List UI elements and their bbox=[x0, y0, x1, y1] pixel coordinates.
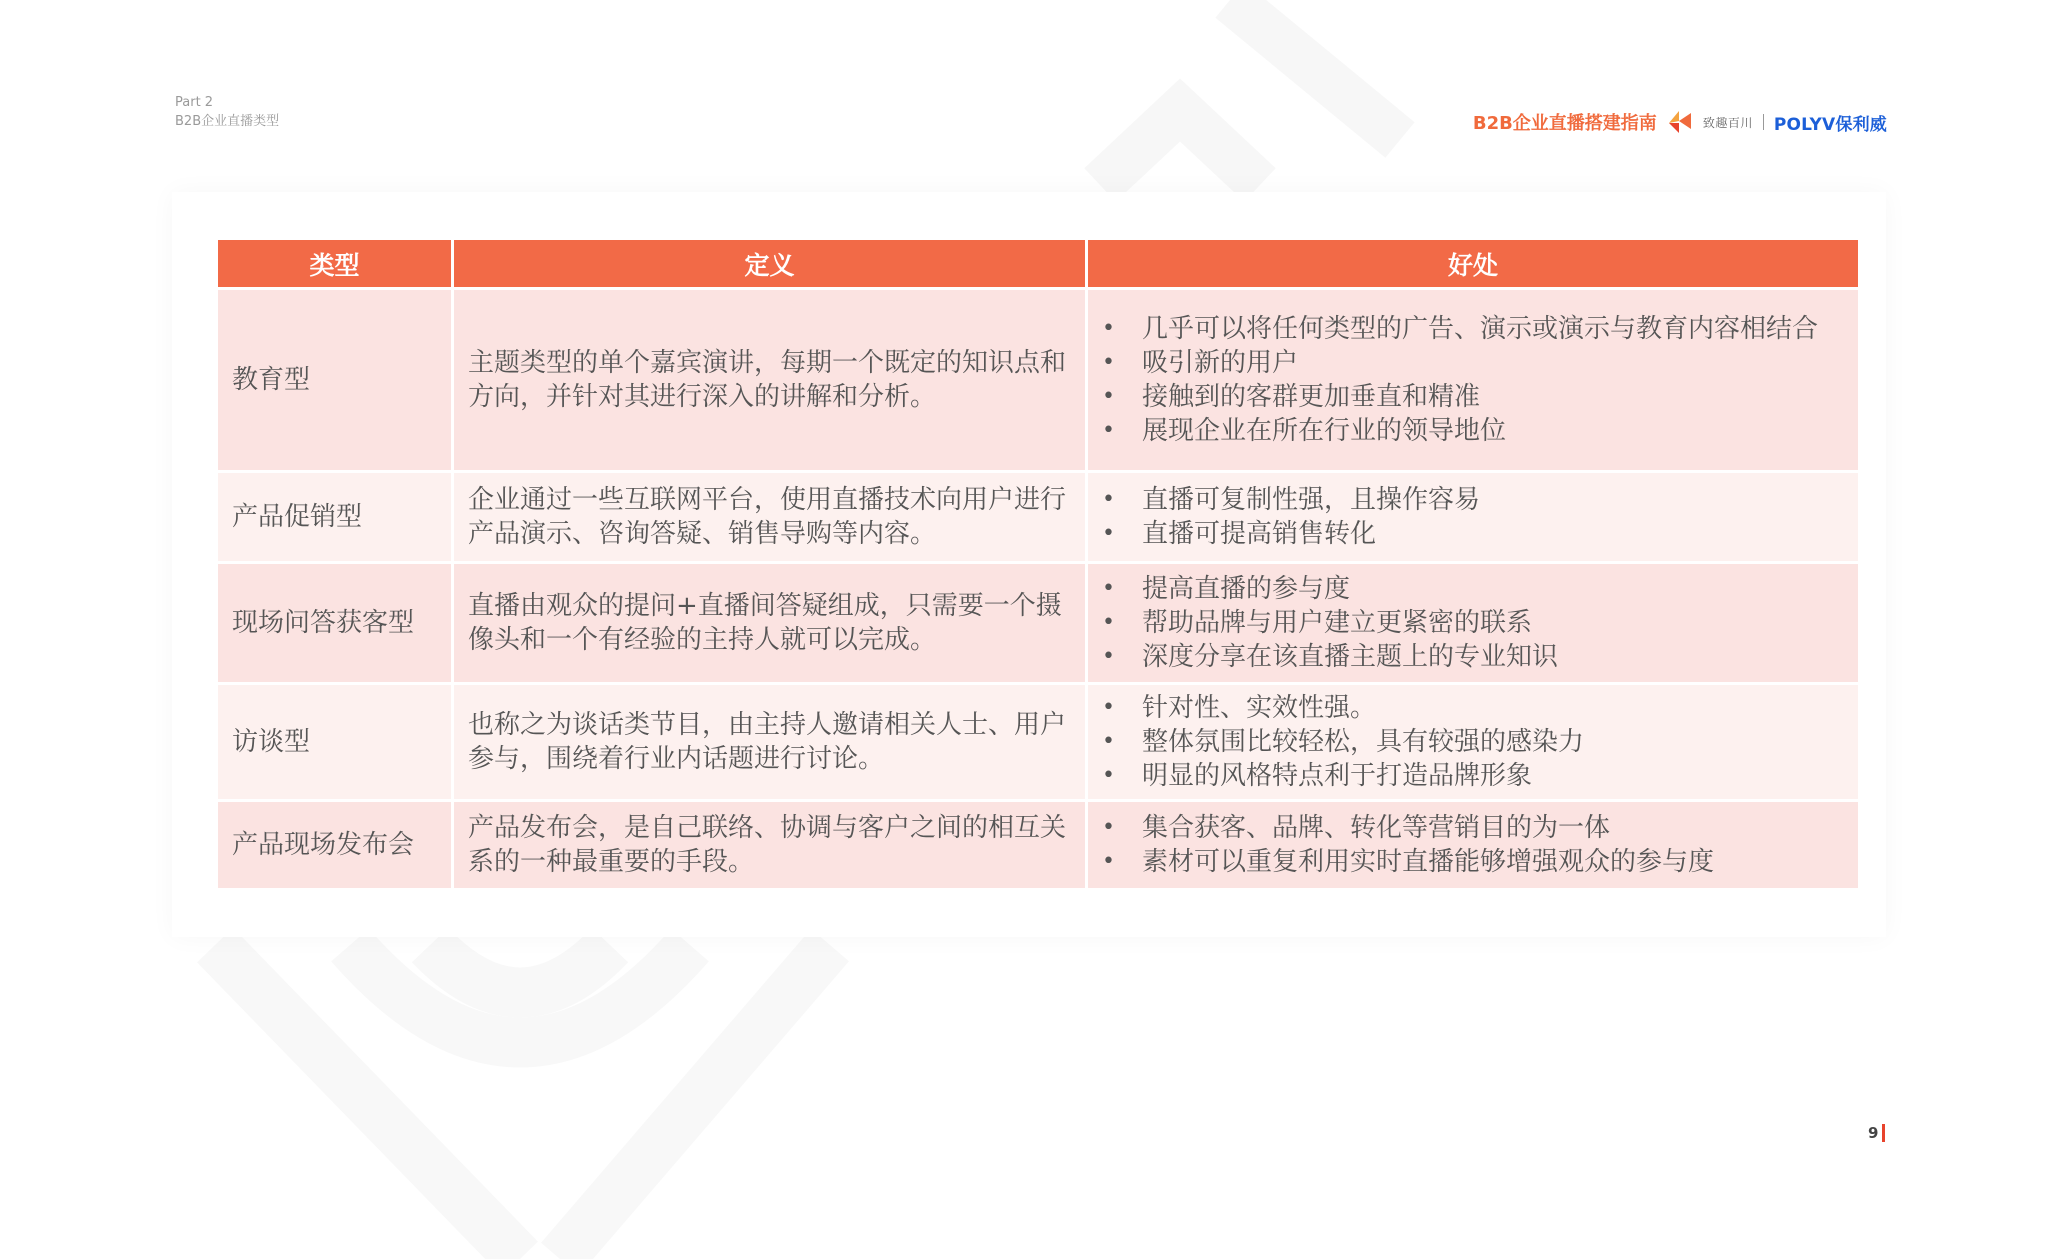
benefit-item: • 几乎可以将任何类型的广告、演示或演示与教育内容相结合 bbox=[1128, 312, 1844, 346]
live-stream-types-table bbox=[215, 237, 1861, 891]
benefit-item: • 接触到的客群更加垂直和精准 bbox=[1128, 380, 1844, 414]
guide-title: B2B企业直播搭建指南 bbox=[1472, 113, 1657, 134]
benefit-item: • 素材可以重复利用实时直播能够增强观众的参与度 bbox=[1128, 845, 1844, 879]
benefits-cell bbox=[1088, 290, 1858, 470]
table-row bbox=[218, 473, 1858, 561]
benefits-list bbox=[1102, 691, 1844, 793]
column-header-definition: 定义 bbox=[454, 240, 1085, 287]
benefits-list bbox=[1102, 312, 1844, 448]
benefit-item: • 展现企业在所在行业的领导地位 bbox=[1128, 414, 1844, 448]
benefits-list bbox=[1102, 483, 1844, 551]
benefit-item: • 整体氛围比较轻松，具有较强的感染力 bbox=[1128, 725, 1844, 759]
benefits-cell bbox=[1088, 473, 1858, 561]
definition-cell: 产品发布会，是自己联络、协调与客户之间的相互关系的一种最重要的手段。 bbox=[454, 802, 1085, 888]
type-cell: 教育型 bbox=[218, 290, 451, 470]
benefit-item: • 针对性、实效性强。 bbox=[1128, 691, 1844, 725]
benefit-item: • 集合获客、品牌、转化等营销目的为一体 bbox=[1128, 811, 1844, 845]
definition-cell: 也称之为谈话类节目，由主持人邀请相关人士、用户参与，围绕着行业内话题进行讨论。 bbox=[454, 685, 1085, 799]
benefits-list bbox=[1102, 572, 1844, 674]
benefits-cell bbox=[1088, 564, 1858, 682]
type-cell: 现场问答获客型 bbox=[218, 564, 451, 682]
type-cell: 访谈型 bbox=[218, 685, 451, 799]
benefits-cell bbox=[1088, 802, 1858, 888]
table-row bbox=[218, 290, 1858, 470]
table-row bbox=[218, 685, 1858, 799]
page-number bbox=[1868, 1124, 1885, 1142]
definition-cell: 主题类型的单个嘉宾演讲，每期一个既定的知识点和方向，并针对其进行深入的讲解和分析。 bbox=[454, 290, 1085, 470]
type-cell: 产品促销型 bbox=[218, 473, 451, 561]
table-row bbox=[218, 564, 1858, 682]
type-cell: 产品现场发布会 bbox=[218, 802, 451, 888]
page-number-text: 9 bbox=[1868, 1124, 1879, 1142]
table-row bbox=[218, 802, 1858, 888]
benefit-item: • 帮助品牌与用户建立更紧密的联系 bbox=[1128, 606, 1844, 640]
benefit-item: • 提高直播的参与度 bbox=[1128, 572, 1844, 606]
partner-logo-text: 致趣百川 bbox=[1702, 115, 1753, 130]
column-header-type: 类型 bbox=[218, 240, 451, 287]
polyv-logo: POLYV保利威 bbox=[1773, 114, 1887, 135]
benefits-cell bbox=[1088, 685, 1858, 799]
benefit-item: • 明显的风格特点利于打造品牌形象 bbox=[1128, 759, 1844, 793]
table-header-row bbox=[218, 240, 1858, 287]
definition-cell: 企业通过一些互联网平台，使用直播技术向用户进行产品演示、咨询答疑、销售导购等内容。 bbox=[454, 473, 1085, 561]
benefits-list bbox=[1102, 811, 1844, 879]
benefit-item: • 吸引新的用户 bbox=[1128, 346, 1844, 380]
benefit-item: • 深度分享在该直播主题上的专业知识 bbox=[1128, 640, 1844, 674]
column-header-benefits: 好处 bbox=[1088, 240, 1858, 287]
section-title: B2B企业直播类型 bbox=[175, 114, 280, 129]
page-marker-bar bbox=[1882, 1124, 1885, 1142]
benefit-item: • 直播可提高销售转化 bbox=[1128, 517, 1844, 551]
part-number: Part 2 bbox=[175, 95, 214, 110]
section-label bbox=[175, 93, 279, 131]
brand-header bbox=[1473, 106, 1887, 138]
partner-logo-icon bbox=[1667, 109, 1693, 135]
definition-cell: 直播由观众的提问+直播间答疑组成，只需要一个摄像头和一个有经验的主持人就可以完成。 bbox=[454, 564, 1085, 682]
benefit-item: • 直播可复制性强，且操作容易 bbox=[1128, 483, 1844, 517]
logo-separator bbox=[1763, 114, 1764, 130]
